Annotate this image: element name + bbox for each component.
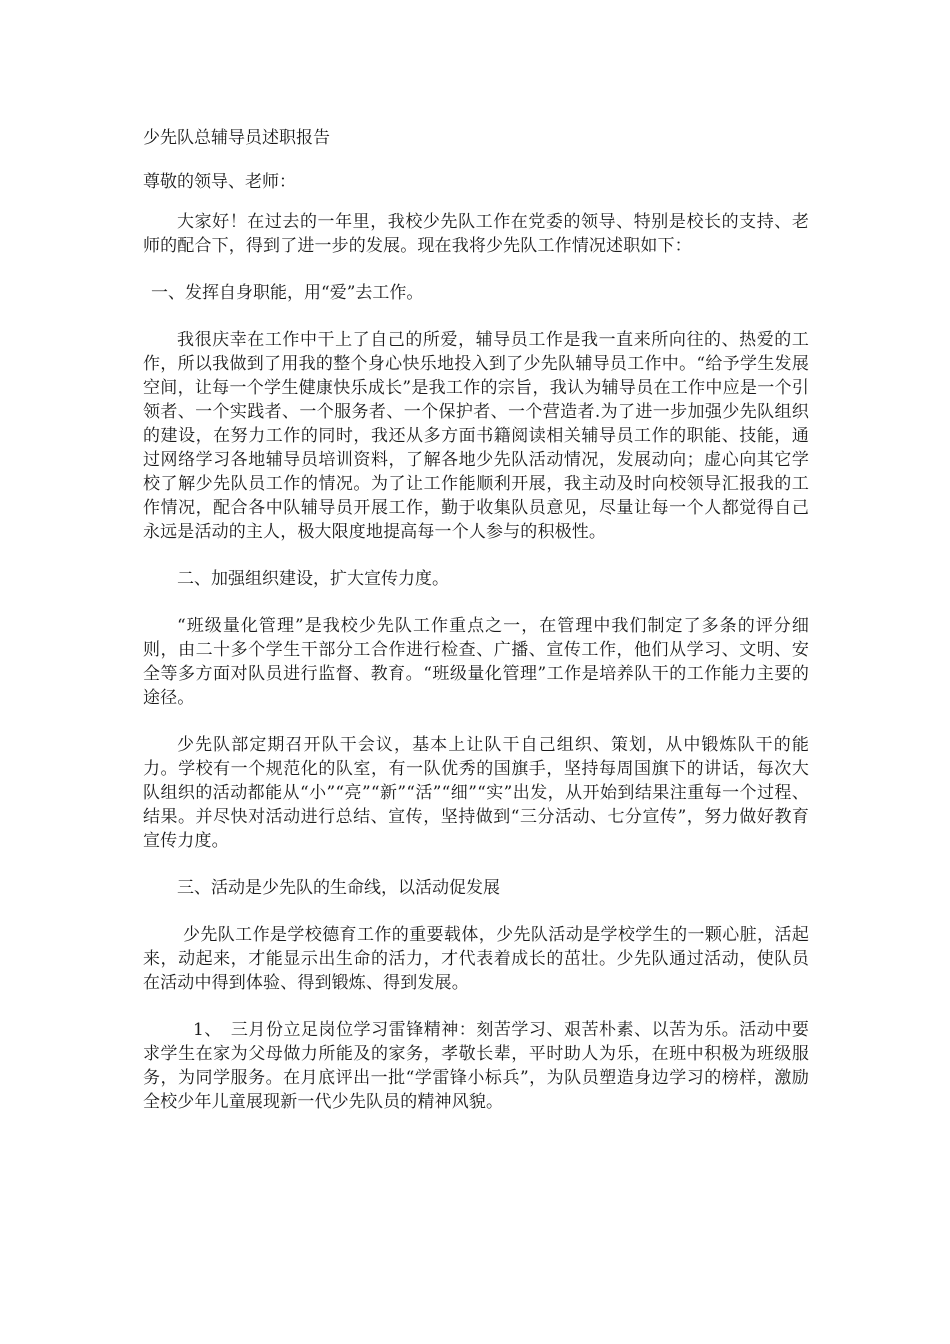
section-3-paragraph: 少先队工作是学校德育工作的重要载体，少先队活动是学校学生的一颗心脏，活起来，动起来，才能显示出生命的活力，才代表着成长的茁壮。少先队通过活动，使队员在活动中得到体验、得到锻炼、得到发展。 <box>143 925 809 993</box>
section-1-heading: 一、发挥自身职能，用“爱”去工作。 <box>151 283 424 303</box>
section-2-heading: 二、加强组织建设，扩大宣传力度。 <box>177 569 449 589</box>
section-2-paragraph-1: “班级量化管理”是我校少先队工作重点之一，在管理中我们制定了多条的评分细则，由二十多个学生干部分工合作进行检查、广播、宣传工作，他们从学习、文明、安全等多方面对队员进行监督、教育。“班级量化管理”工作是培养队干的工作能力主要的途径。 <box>143 616 809 708</box>
document-title: 少先队总辅导员述职报告 <box>143 128 330 148</box>
intro-paragraph: 大家好！在过去的一年里，我校少先队工作在党委的领导、特别是校长的支持、老师的配合下，得到了进一步的发展。现在我将少先队工作情况述职如下： <box>143 212 809 256</box>
section-3-heading: 三、活动是少先队的生命线，以活动促发展 <box>177 878 500 898</box>
section-1-paragraph: 我很庆幸在工作中干上了自己的所爱，辅导员工作是我一直来所向往的、热爱的工作，所以我做到了用我的整个身心快乐地投入到了少先队辅导员工作中。“给予学生发展空间，让每一个学生健康快乐成长”是我工作的宗旨，我认为辅导员在工作中应是一个引领者、一个实践者、一个服务者、一个保护者、一个营造者.为了进一步加强少先队组织的建设，在努力工作的同时，我还从多方面书籍阅读相关辅导员工作的职能、技能，通过网络学习各地辅导员培训资料，了解各地少先队活动情况，发展动向；虚心向其它学校了解少先队员工作的情况。为了让工作能顺利开展，我主动及时向校领导汇报我的工作情况，配合各中队辅导员开展工作，勤于收集队员意见，尽量让每一个人都觉得自己永远是活动的主人，极大限度地提高每一个人参与的积极性。 <box>143 330 809 542</box>
document-page <box>143 110 809 1137</box>
salutation: 尊敬的领导、老师： <box>143 172 296 192</box>
section-2-paragraph-2: 少先队部定期召开队干会议，基本上让队干自己组织、策划，从中锻炼队干的能力。学校有一个规范化的队室，有一队优秀的国旗手，坚持每周国旗下的讲话，每次大队组织的活动都能从“小”“亮”“新”“活”“细”“实”出发，从开始到结果注重每一个过程、结果。并尽快对活动进行总结、宣传，坚持做到“三分活动、七分宣传”，努力做好教育宣传力度。 <box>143 735 809 851</box>
list-item-1: 1、 三月份立足岗位学习雷锋精神：刻苦学习、艰苦朴素、以苦为乐。活动中要求学生在家为父母做力所能及的家务，孝敬长辈，平时助人为乐，在班中积极为班级服务，为同学服务。在月底评出一批“学雷锋小标兵”，为队员塑造身边学习的榜样，激励全校少年儿童展现新一代少先队员的精神风貌。 <box>143 1020 809 1112</box>
